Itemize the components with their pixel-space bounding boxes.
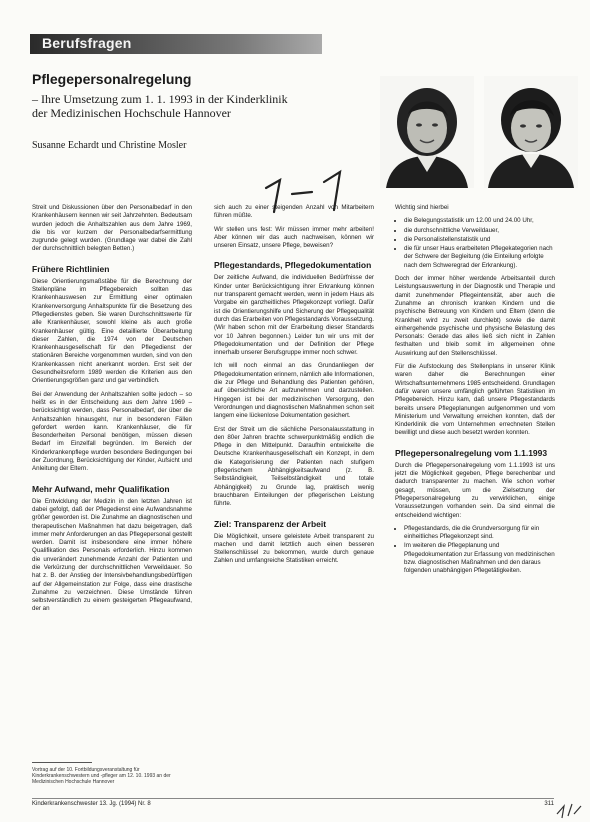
paragraph: Doch der immer höher werdende Arbeitsanteil durch Leistungsauswertung in der Diagnostik und Therapie und damit zunehmender Pflegeintensität, aber auch die Zunahme an chronisch kranken Kindern und die psychische Betreuung von Kindern und Eltern (denn die Krankheit wird zu zweit durchlebt) sowie die damit einhergehende psychische und physische Belastung des Personals: Gerade das alles ließ sich nicht in Zahlen festhalten und bleib somit im allgemeinen ohne Auswirkung auf den Stellenschlüssel. [395,275,555,357]
paragraph: Streit und Diskussionen über den Personalbedarf in den Krankenhäusern kennen wir seit Jahrzehnten. Bedeutsam wurden jedoch die Anhaltszahlen aus dem Jahre 1969, die bis vor kurzem der Personalbedarfsermittlung zugrunde gelegt wurden. (Grundlage war dabei die Zahl der durchschnittlich belegten Betten.) [32,204,192,253]
paragraph: Bei der Anwendung der Anhaltszahlen sollte jedoch – so heißt es in der Entscheidung aus dem Jahre 1969 – berücksichtigt werden, dass Personalbedarf, der über die Anhaltszahlen hinausgeht, nur in besonderen Fällen gefordert werden kann. Krankenhäuser, die für Besonderheiten Personal benötigen, müssen diesen Bedarf im Einzelfall begründen. Im Bereich der Kinderkrankenpflege wurden besondere Bedingungen bei der Zuordnung, Berücksichtigung der Kinder, Aufsicht und Anleitung der Eltern. [32,390,192,473]
paragraph: Die Entwicklung der Medizin in den letzten Jahren ist dabei gefolgt, daß der Pflegedienst eine Aufwandsnahme größer geworden ist. Die Zunahme an diagnostischen und therapeutischen Maßnahmen hat dazu beigetragen, daß immer mehr Anforderungen an das Pflegepersonal gestellt werden. Damit ist insbesondere eine immer höhere Qualifikation des Personals erforderlich. Hinzu kommen die unverändert zunehmende Anzahl der Patienten und die Verkürzung der durchschnittlichen Verweildauer. So hat z. B. der Anstieg der Intensivbehandlungsbedürftigen auf der Allgemeinstation zur Folge, dass eine drastische Zunahme zu verzeichnen. Diese Umstände führen selbstverständlich zu einem gesteigerten Pflegeaufwand, der an [32,497,192,613]
subtitle-line: – Ihre Umsetzung zum 1. 1. 1993 in der Kinderklinik [32,92,288,106]
section-heading: Ziel: Transparenz der Arbeit [214,518,327,529]
section-heading: Pflegepersonalregelung vom 1.1.1993 [395,447,548,458]
page-number: 311 [544,801,554,807]
subtitle-line: der Medizinischen Hochschule Hannover [32,106,231,120]
journal-citation: Kinderkrankenschwester 13. Jg. (1994) Nr. 8 [32,801,151,807]
paragraph: Durch die Pflegepersonalregelung vom 1.1.1993 ist uns jetzt die Möglichkeit gegeben, Pflege berechenbar und dadurch transparenter zu machen. Wie schon vorher gesagt, müssen, um die Zielsetzung der Pflegepersonalregelung zu verwirklichen, einige Voraussetzungen vorhanden sein. Da sind einmal die entscheidend wichtigen: [395,461,555,519]
article-title: Pflegepersonalregelung [32,71,192,87]
text-column-1 [32,204,192,619]
page-footer [32,798,554,807]
list-item: • die für unser Haus erarbeiteten Pflegekategorien nach der Schwere der Begleitung (die Einteilung erfolgte nach dem Schweregrad der Erkrankung). [404,245,555,270]
portrait-image [380,76,474,188]
paragraph: Wir stellen uns fest: Wir müssen immer mehr arbeiten! Aber können wir das auch nachweisen, können wir unseren Einsatz, unsere Pflege, beweisen? [214,225,374,250]
section-banner-label: Berufsfragen [42,35,132,51]
section-heading: Frühere Richtlinien [32,263,110,274]
bullet-list [395,525,555,576]
paragraph: Die Möglichkeit, unsere geleistete Arbeit transparent zu machen und damit letztlich auch einen besseren Stellenschlüssel zu bekommen, wurde durch genaue Zahlen und umfangreiche Statistiken erreicht. [214,532,374,565]
author-photo-1 [380,76,474,188]
section-banner [30,34,322,54]
article-authors: Susanne Echardt und Christine Mosler [32,140,187,151]
footnote: Vortrag auf der 10. Fortbildungsveranstaltung für Kinderkrankenschwestern und -pfleger am 12. 10. 1993 an der Medizinischen Hochschule Hannover [32,767,171,785]
list-item: • die durchschnittliche Verweildauer, [404,227,555,235]
paragraph: Diese Orientierungsmaßstäbe für die Berechnung der Stellenpläne im Pflegebereich sollten das Krankenhauswesen zur Ermittlung einer optimalen Krankenversorgung Anhaltspunkte für die Besetzung des Pflegedienstes geben. Sie waren Durchschnittswerte für alle Krankenhäuser, sowohl kleine als auch große Krankenhäuser gültig. Eine detaillierte Überarbeitung dieser Zahlen, die 1974 von der Deutschen Krankenhausgesellschaft für den Pflegedienst der stationären Bereiche vorgenommen wurden, sind von den Krankenkassen nicht anerkannt worden. Erst seit der Gesundheitsreform 1989 werden die Kriterien aus den Orientierungsgrößen ganz und gar verbindlich. [32,277,192,385]
paragraph: Erst der Streit um die sächliche Personalausstattung in den 80er Jahren brachte schwerpunktmäßig endlich die Pflege in den Mittelpunkt. Daraufhin entwickelte die Deutsche Krankenhausgesellschaft ein Konzept, in dem die Kategorisierung der Patienten nach stufigem pflegerischem Abhängigkeitsaufwand (z. B. Selbständigkeit, Teilselbständigkeit und totale Abhängigkeit) zu Grunde lag, praktisch wenig brauchbaren Einteilungen der pflegerischen Leistung führte. [214,425,374,508]
text-column-3 [395,204,555,581]
handwritten-corner-mark [554,800,584,820]
portrait-image [484,76,578,188]
section-heading: Pflegestandards, Pflegedokumentation [214,260,372,271]
text-column-2 [214,204,374,571]
list-item: • die Belegungsstatistik um 12.00 und 24.00 Uhr, [404,217,555,225]
author-photo-2 [484,76,578,188]
paragraph: Für die Aufstockung des Stellenplans in unserer Klinik waren daher die Berechnungen einer Wirtschaftsunternehmens 1985 entscheidend. Grundlagen dafür waren unsere umfänglich geführten Statistiken im Pflegebereich. Hinzu kam, daß unsere Pflegestandards bereits unsere Pflegeplanungen aufgenommen und vom Ministerium und Verwaltung erreichen konnten, daß der Kinderklinik die vom Unternehmen errechneten Stellen bewilligt und diese auch besetzt werden konnten. [395,363,555,437]
paragraph: Der zeitliche Aufwand, die individuellen Bedürfnisse der Kinder unter Berücksichtigung ihrer Erkrankung können nur transparent gemacht werden, wenn in jedem Haus als Vorgabe ein ganzheitliches Pflegekonzept vorliegt. Dafür ist die Orientierungshilfe und Sicherung der Pflegequalität durch das Erarbeiten von Pflegestandards Voraussetzung. (Wir haben schon mit der Erarbeitung dieser Standards vor 10 Jahren begonnen.) Leider tun wir uns mit der Pflegedokumentation und der Definition der Pflege innerhalb unserer Berufsgruppe immer noch schwer. [214,274,374,357]
article-subtitle [32,92,372,120]
list-item: • Pflegestandards, die die Grundversorgung für ein einheitliches Pflegekonzept sind. [404,525,555,542]
paragraph: sich auch zu einer steigenden Anzahl von Mitarbeitern führen müßte. [214,204,374,220]
list-item: • Im weiteren die Pflegeplanung und Pflegedokumentation zur Erfassung von medizinischen bzw. diagnostischen Maßnahmen und den daraus folgenden unabhängigen Pflegetätigkeiten. [404,542,555,575]
bullet-list [395,217,555,270]
paragraph: Wichtig sind hierbei [395,204,449,211]
footnote-rule [32,762,92,763]
paragraph: Ich will noch einmal an das Grundanliegen der Pflegedokumentation erinnern, nämlich alle Informationen, die zur Pflege und Behandlung des Patienten gehören, auf übersichtliche Art aufzunehmen und darzustellen. Hingegen ist bei der medizinischen Versorgung, den Verordnungen und diagnostischen Maßnahmen schon seit langem eine lückenlose Dokumentation gesichert. [214,362,374,420]
list-item: • die Personalistellenstatistik und [404,236,555,244]
section-heading: Mehr Aufwand, mehr Qualifikation [32,483,170,494]
